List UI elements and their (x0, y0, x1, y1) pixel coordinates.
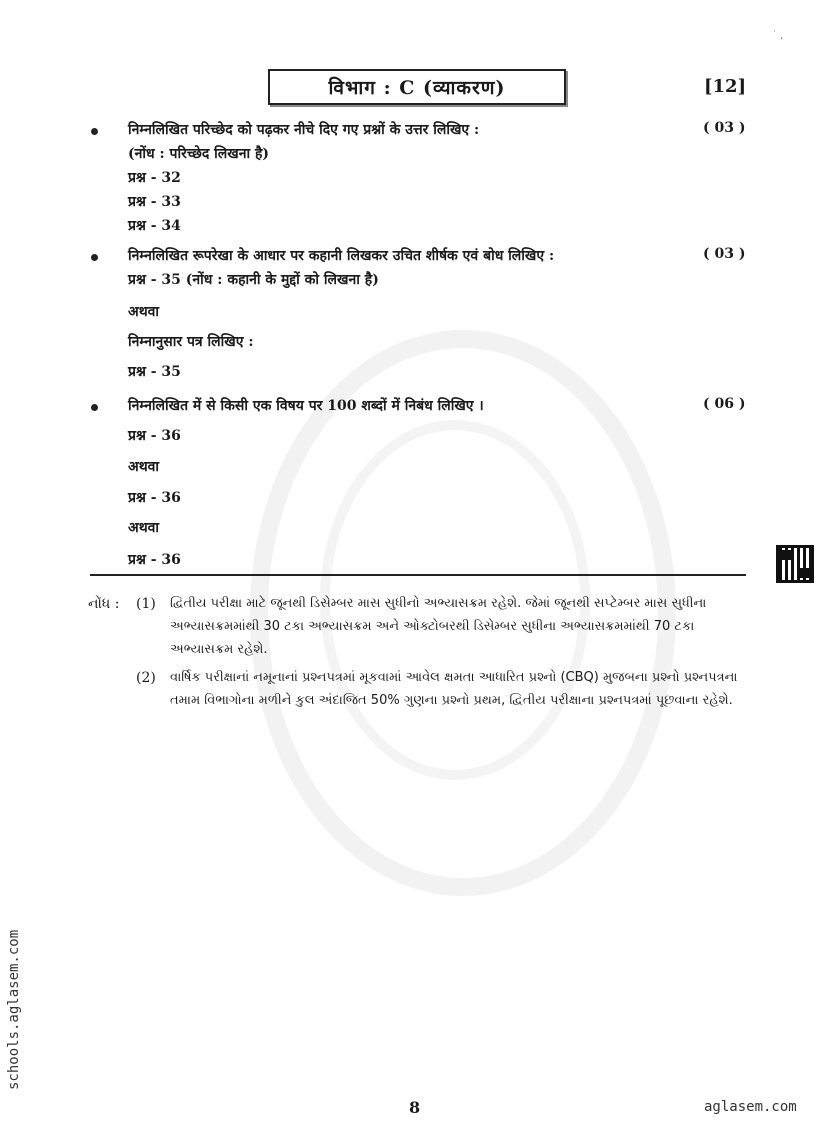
bullet-icon (91, 404, 98, 411)
bullet-icon (91, 128, 98, 135)
scan-specks: ˙ , (772, 30, 784, 41)
footer-site: aglasem.com (704, 1099, 797, 1115)
question-item: प्रश्न - 36 (128, 490, 181, 506)
bullet-icon (91, 254, 98, 261)
question-instruction: निम्नानुसार पत्र लिखिए : (128, 334, 254, 350)
side-watermark-text: schools.aglasem.com (6, 929, 22, 1090)
or-label: अथवा (128, 304, 160, 320)
question-note: (नोंध : परिच्छेद लिखना है) (128, 146, 270, 162)
question-item: प्रश्न - 36 (128, 552, 181, 568)
question-marks: ( 06 ) (703, 396, 746, 412)
qr-code-icon (776, 545, 814, 583)
question-instruction: निम्नलिखित रूपरेखा के आधार पर कहानी लिखकर उचित शीर्षक एवं बोध लिखिए : (128, 248, 555, 264)
note-text: દ્વિતીય પરીક્ષા માટે જૂનથી ડિસેમ્બર માસ સુધીનો અભ્યાસક્રમ રહેશે. જેમાં જૂનથી સપ્ટેમ્બર માસ સુધીના અભ્યાસક્રમમાંથી 30 ટકા અભ્યાસક્રમ અને ઓક્ટોબરથી ડિસેમ્બર સુધીના અભ્યાસક્રમમાંથી 70 ટકા અભ્યાસક્રમ રહેશે. (170, 596, 707, 657)
question-instruction: निम्नलिखित परिच्छेद को पढ़कर नीचे दिए गए प्रश्नों के उत्तर लिखिए : (128, 122, 480, 138)
or-label: अथवा (128, 520, 160, 536)
question-item: प्रश्न - 32 (128, 170, 181, 186)
question-item: प्रश्न - 34 (128, 218, 181, 234)
question-item: प्रश्न - 35 (128, 364, 181, 380)
question-instruction: निम्नलिखित में से किसी एक विषय पर 100 शब्दों में निबंध लिखिए । (128, 398, 484, 414)
notes-label: નોંધ : (88, 596, 120, 612)
page-number: 8 (409, 1098, 421, 1117)
question-item: प्रश्न - 36 (128, 428, 181, 444)
total-marks: [12] (704, 76, 747, 97)
note-text: વાર્ષિક પરીક્ષાનાં નમૂનાનાં પ્રશ્નપત્રમાં મૂકવામાં આવેલ ક્ષમતા આધારિત પ્રશ્નો (CBQ) મુજબના પ્રશ્નો પ્રશ્નપત્રના તમામ વિભાગોના મળીને કુલ અંદાજિત 50% ગુણના પ્રશ્નો પ્રથમ, દ્વિતીય પરીક્ષાના પ્રશ્નપત્રમાં પૂછવાના રહેશે. (170, 670, 738, 708)
note-number: (2) (136, 670, 156, 686)
note-number: (1) (136, 596, 156, 612)
or-label: अथवा (128, 459, 160, 475)
question-item: प्रश्न - 33 (128, 194, 181, 210)
question-marks: ( 03 ) (703, 120, 746, 136)
divider (90, 574, 746, 576)
question-item: प्रश्न - 35 (नोंध : कहानी के मुद्दों को लिखना है) (128, 272, 379, 288)
question-marks: ( 03 ) (703, 246, 746, 262)
section-title: विभाग : C (व्याकरण) (268, 69, 566, 105)
